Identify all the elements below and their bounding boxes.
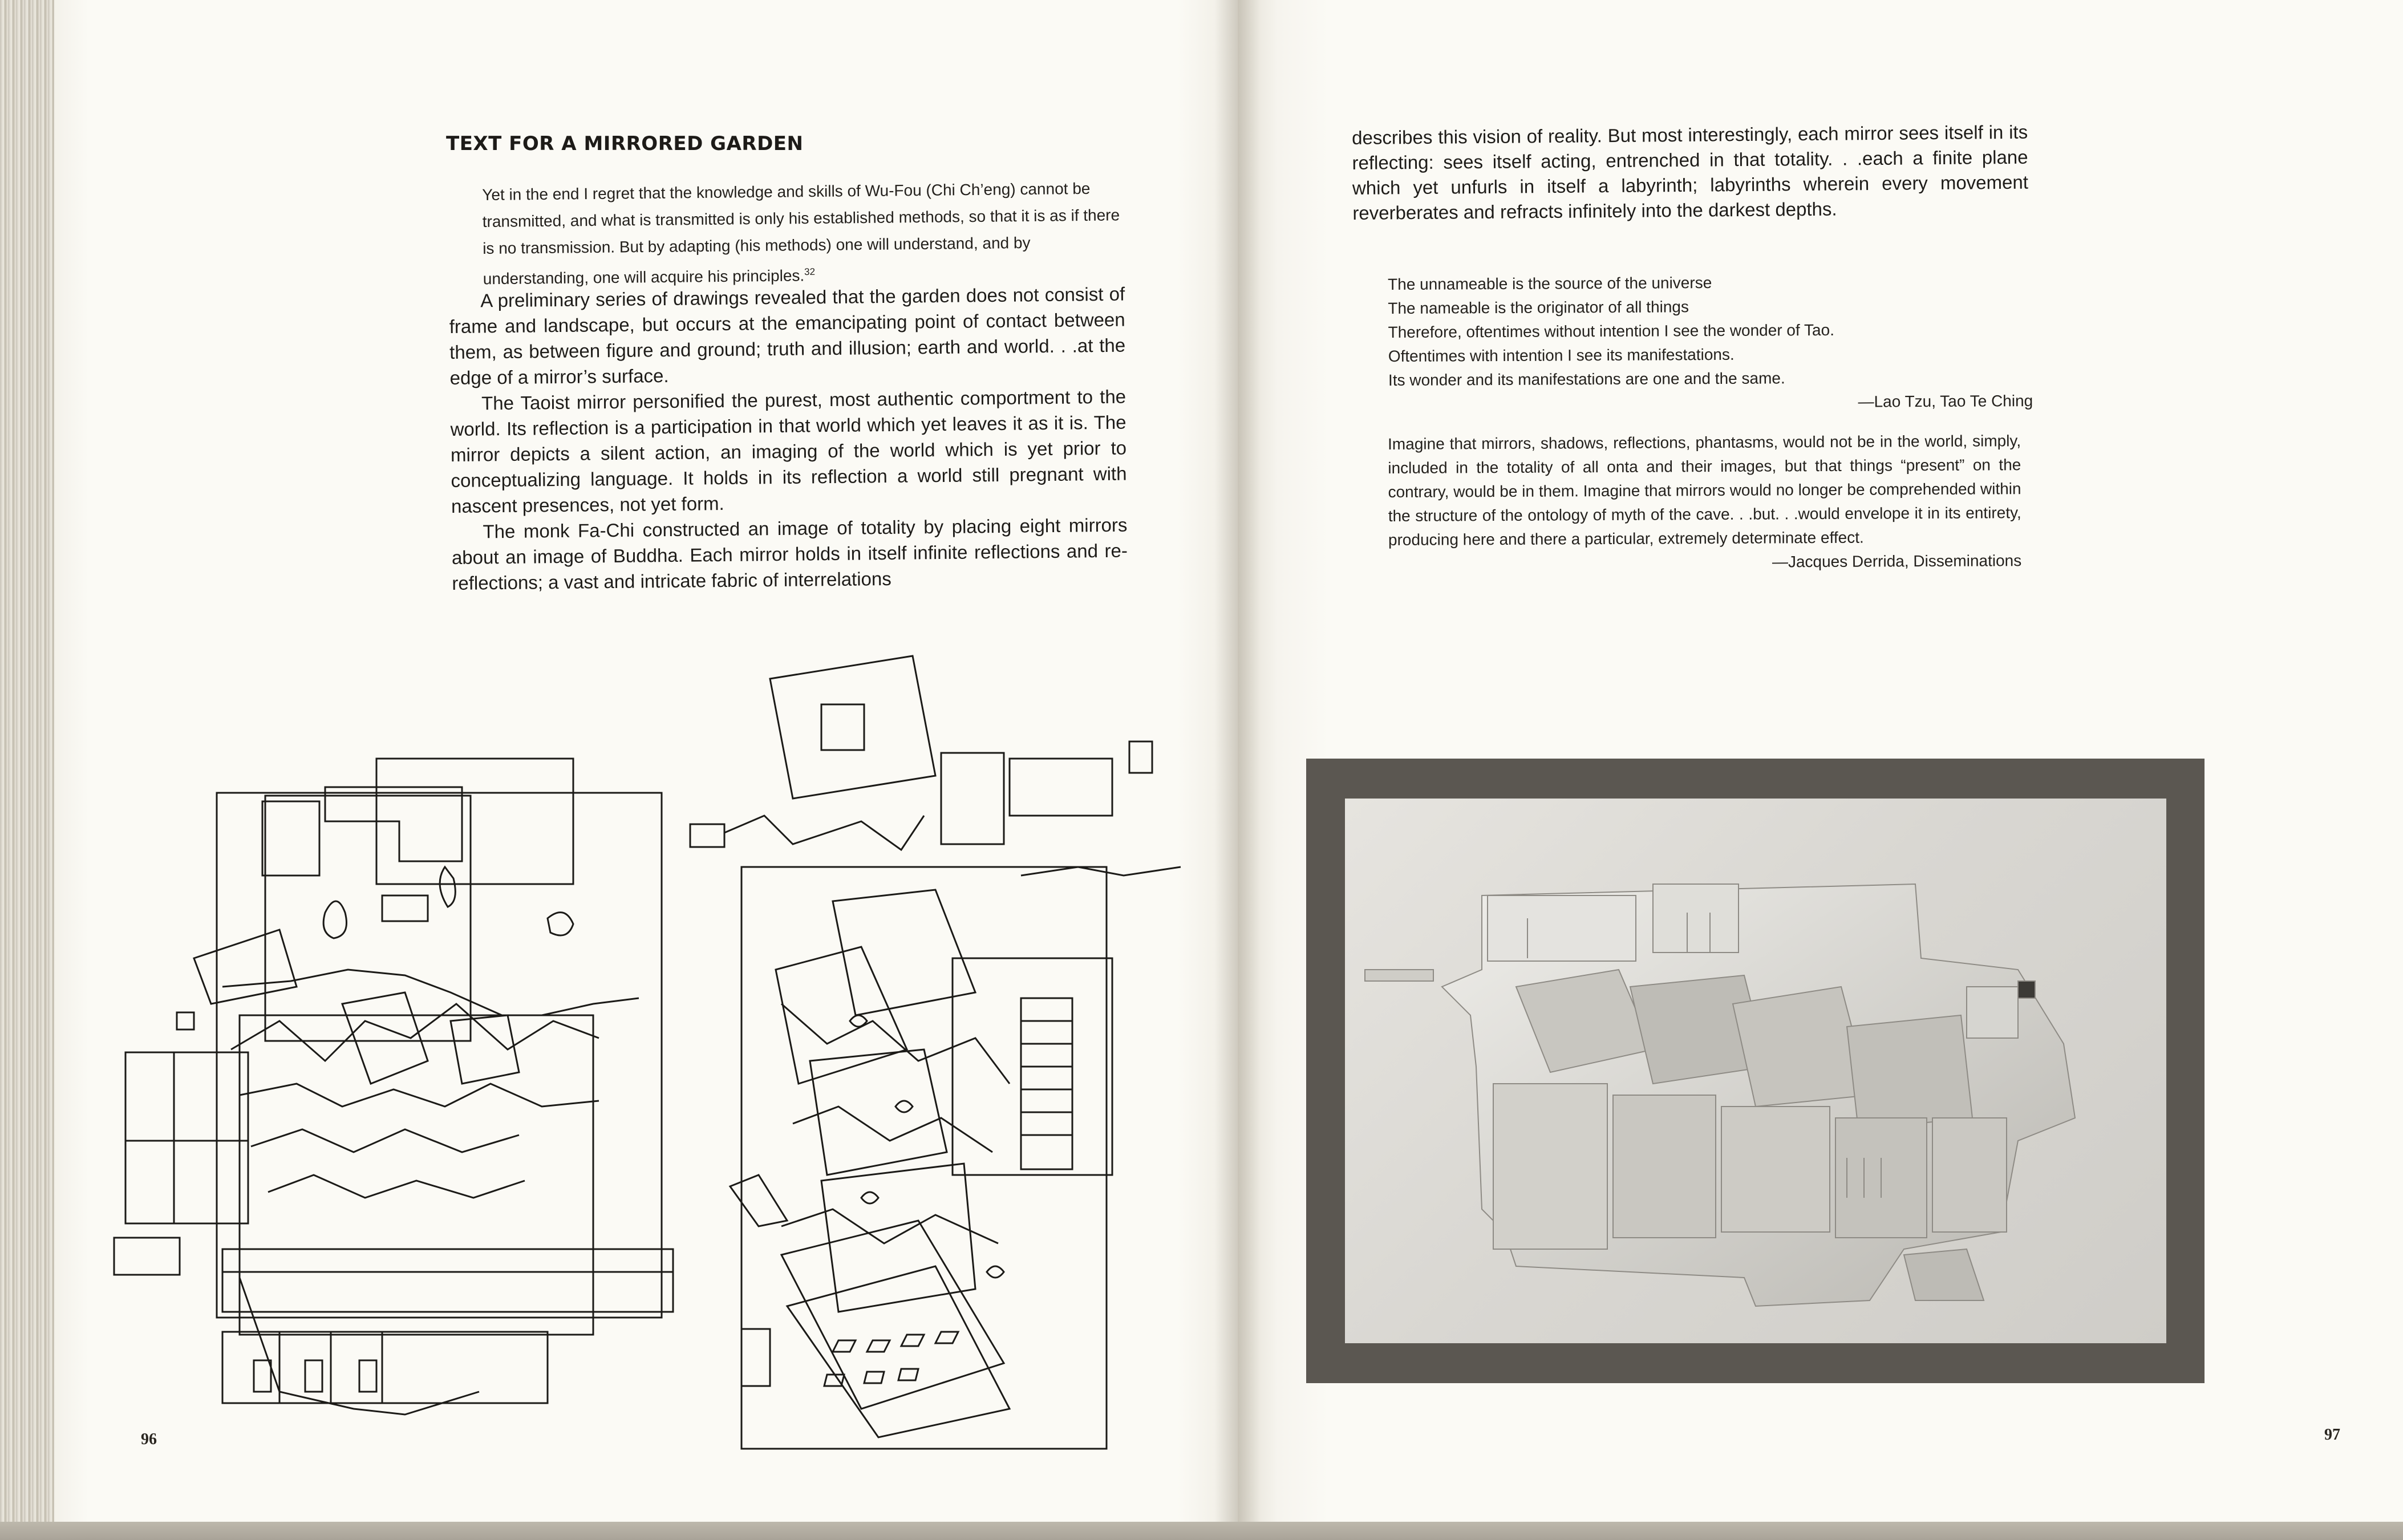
epigraph-text: Yet in the end I regret that the knowledge and skills of Wu-Fou (Chi Ch’eng) cannot be transmitted, and what is transmitted is only his established methods, so that it is as if there is no transmission. But by adapting (his methods) one will understand, and by understanding, one will acquire his principles. [482,179,1120,288]
lao-tzu-attribution: —Lao Tzu, Tao Te Ching [1858,392,2033,411]
quote-line: The nameable is the originator of all things [1388,298,1689,317]
page-number-right: 97 [2324,1426,2340,1444]
derrida-quote [1388,429,2021,576]
body-paragraph-3: The monk Fa-Chi constructed an image of totality by placing eight mirrors about an image of Buddha. Each mirror holds in itself infinite reflections and re-reflections; a vast and intricate fabric of interrelations [451,514,1128,594]
lao-tzu-quote [1388,269,2033,416]
model-photograph [1306,759,2205,1383]
epigraph-quote [482,175,1122,292]
quote-line: Its wonder and its manifestations are one and the same. [1388,369,1785,389]
quote-line: Therefore, oftentimes without intention I see the wonder of Tao. [1388,321,1835,341]
book-bottom-edge [0,1522,2403,1540]
quote-line: Oftentimes with intention I see its manifestations. [1388,345,1735,365]
plan-drawing-right [690,656,1181,1449]
garden-line-drawings [108,650,1192,1466]
continued-body-text: describes this vision of reality. But most interestingly, each mirror sees itself in its reflecting: sees itself acting, entrenched in that totality. . .each a finite plane which yet unfurls in itself a labyrinth; labyrinths wherein every movement reverberates and refracts infinitely into the darkest depths. [1352,121,2029,224]
page-title: TEXT FOR A MIRRORED GARDEN [446,132,804,155]
page-number-left: 96 [141,1430,157,1448]
derrida-attribution: —Jacques Derrida, Disseminations [1772,552,2022,571]
book-gutter [1215,0,1261,1524]
footnote-marker: 32 [804,266,816,278]
derrida-quote-text: Imagine that mirrors, shadows, reflections, phantasms, would not be in the world, simply, included in the totality of all onta and their images, but that things “present” on the contrary, would be in them. Imagine that mirrors would no longer be comprehended within the structure of the ontology of myth of the cave. . .but. . .would envelope it in its entirety, producing here and there a particular, extremely determinate effect. [1388,432,2021,549]
body-paragraph-1: A preliminary series of drawings revealed that the garden does not consist of frame and landscape, but occurs at the emancipating point of contact between them, as between figure and ground; truth and illusion; earth and world. . .at the edge of a mirror’s surface. [449,283,1126,388]
quote-line: The unnameable is the source of the universe [1388,274,1712,293]
relief-model-image [1345,799,2166,1343]
relief-model-board [1345,799,2166,1343]
plan-drawing-left [114,759,673,1415]
main-body-text [449,281,1128,596]
body-paragraph-2: The Taoist mirror personified the purest, most authentic comportment to the world. Its reflection is a participation in that world which yet leaves it as it is. The mirror depicts a silent action, an imaging of the world which is yet prior to conceptualizing language. It holds in its reflection a world still pregnant with nascent presences, not yet form. [450,386,1127,517]
book-page-edges [0,0,63,1540]
